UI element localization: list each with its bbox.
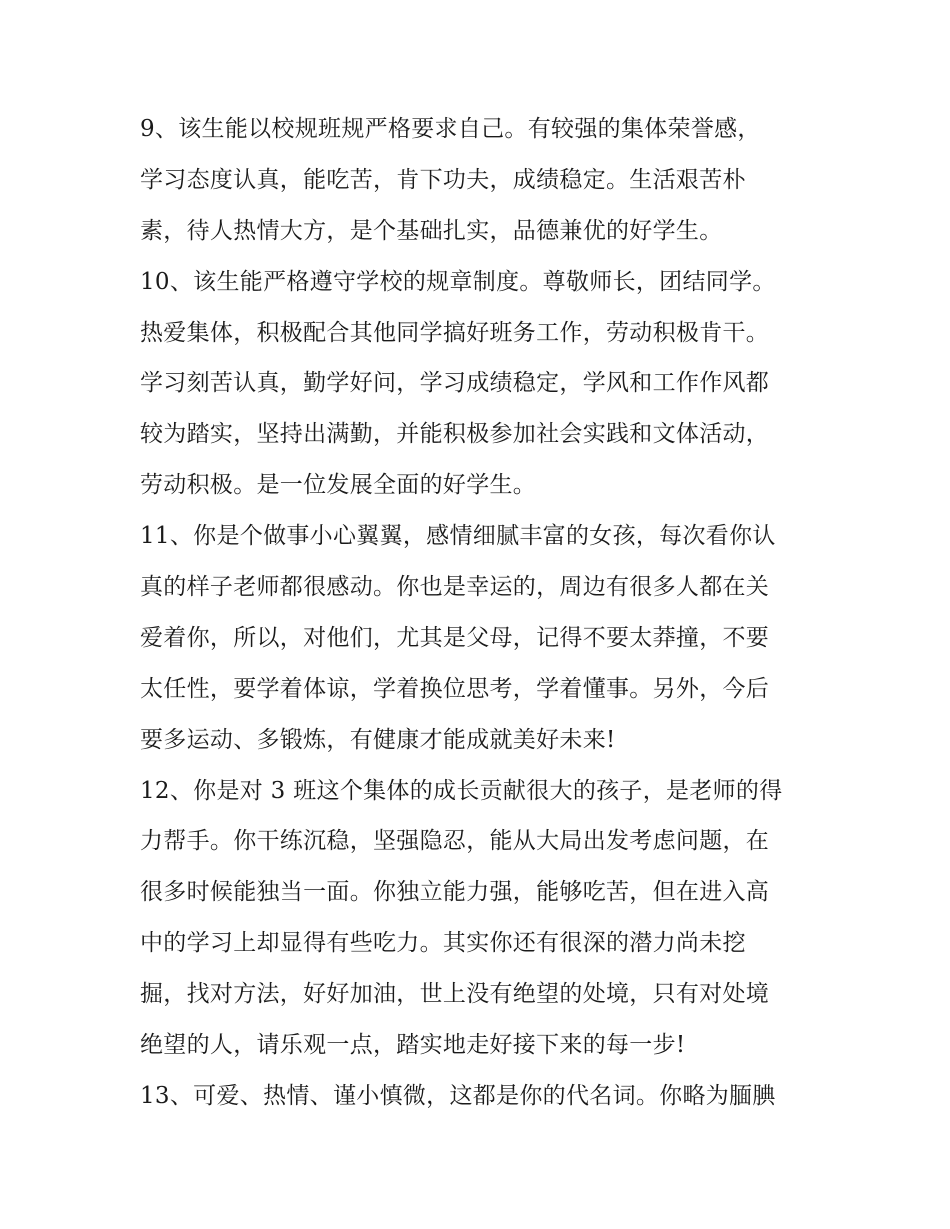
text-line: 素，待人热情大方，是个基础扎实，品德兼优的好学生。: [140, 217, 723, 244]
text-line: 劳动积极。是一位发展全面的好学生。: [140, 472, 537, 499]
text-line: 爱着你，所以，对他们，尤其是父母，记得不要太莽撞，不要: [140, 624, 770, 651]
document-body: [140, 104, 815, 1122]
text-line: 真的样子老师都很感动。你也是幸运的，周边有很多人都在关: [140, 574, 770, 601]
text-line: 学习刻苦认真，勤学好问，学习成绩稳定，学风和工作作风都: [140, 370, 770, 397]
text-line: 13、可爱、热情、谨小慎微，这都是你的代名词。你略为腼腆: [140, 1082, 776, 1109]
text-line: 要多运动、多锻炼，有健康才能成就美好未来!: [140, 726, 616, 753]
text-line: 学习态度认真，能吃苦，肯下功夫，成绩稳定。生活艰苦朴: [140, 166, 746, 193]
text-line: 中的学习上却显得有些吃力。其实你还有很深的潜力尚未挖: [140, 930, 746, 957]
text-line: 很多时候能独当一面。你独立能力强，能够吃苦，但在进入高: [140, 879, 770, 906]
text-line: 绝望的人，请乐观一点，踏实地走好接下来的每一步!: [140, 1032, 686, 1059]
text-line: 12、你是对 3 班这个集体的成长贡献很大的孩子，是老师的得: [140, 777, 783, 804]
text-line: 力帮手。你干练沉稳，坚强隐忍，能从大局出发考虑问题，在: [140, 828, 770, 855]
text-line: 10、该生能严格遵守学校的规章制度。尊敬师长，团结同学。: [140, 268, 776, 295]
text-line: 11、你是个做事小心翼翼，感情细腻丰富的女孩，每次看你认: [140, 523, 776, 550]
text-line: 9、该生能以校规班规严格要求自己。有较强的集体荣誉感，: [140, 116, 761, 142]
text-line: 较为踏实，坚持出满勤，并能积极参加社会实践和文体活动，: [140, 421, 770, 448]
text-line: 掘，找对方法，好好加油，世上没有绝望的处境，只有对处境: [140, 981, 770, 1008]
text-line: 太任性，要学着体谅，学着换位思考，学着懂事。另外，今后: [140, 675, 770, 702]
text-line: 热爱集体，积极配合其他同学搞好班务工作，劳动积极肯干。: [140, 319, 770, 346]
